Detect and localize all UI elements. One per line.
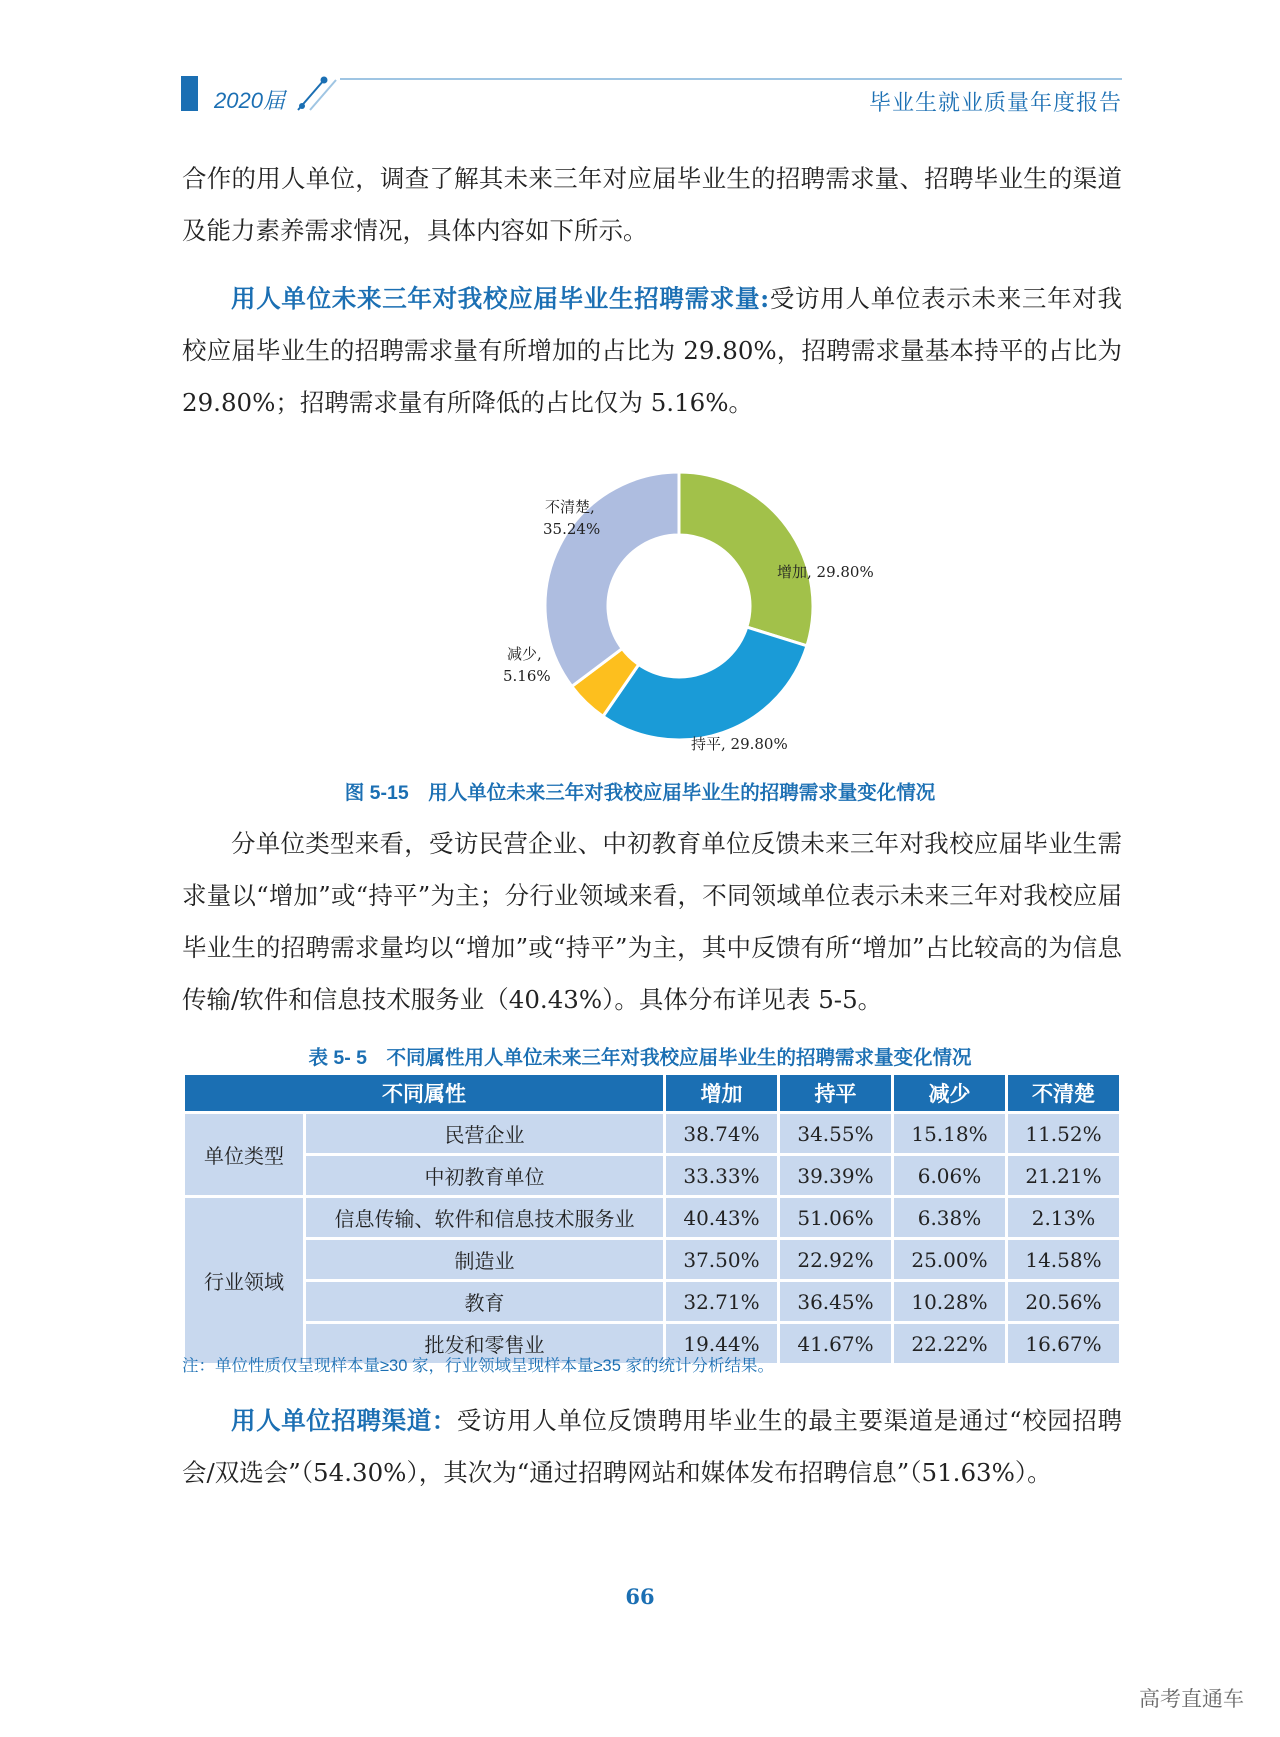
- figure-caption: 图 5-15 用人单位未来三年对我校应届毕业生的招聘需求量变化情况: [344, 782, 936, 804]
- channel-text: 受访用人单位反馈聘用毕业生的最主要渠道是通过“校园招聘会/双选会”（54.30%），其次为“通过招聘网站和媒体发布招聘信息”（51.63%）。: [182, 1406, 1123, 1487]
- watermark: 高考直通车: [1139, 1688, 1244, 1711]
- table-row: [185, 1114, 1119, 1153]
- cell: 40.43%: [666, 1198, 777, 1237]
- cell: 32.71%: [666, 1282, 777, 1321]
- cell: 22.22%: [894, 1324, 1005, 1363]
- demand-text: 受访用人单位表示未来三年对我校应届毕业生的招聘需求量有所增加的占比为 29.80%，招聘需求量基本持平的占比为 29.80%；招聘需求量有所降低的占比仅为 5.16%。: [182, 284, 1122, 417]
- col-header-increase: 增加: [666, 1075, 777, 1111]
- row-label: 民营企业: [306, 1114, 663, 1153]
- table-caption: 表 5- 5 不同属性用人单位未来三年对我校应届毕业生的招聘需求量变化情况: [308, 1047, 972, 1069]
- table-header-row: [185, 1075, 1119, 1111]
- cell: 39.39%: [780, 1156, 891, 1195]
- group-unit-type: 单位类型: [185, 1114, 303, 1195]
- cell: 2.13%: [1008, 1198, 1119, 1237]
- row-label: 信息传输、软件和信息技术服务业: [306, 1198, 663, 1237]
- table-note: 注：单位性质仅呈现样本量≥30 家，行业领域呈现样本量≥35 家的统计分析结果。: [182, 1357, 774, 1375]
- row-label: 批发和零售业: [306, 1324, 663, 1363]
- cell: 6.38%: [894, 1198, 1005, 1237]
- cell: 33.33%: [666, 1156, 777, 1195]
- cell: 14.58%: [1008, 1240, 1119, 1279]
- channel-paragraph: [182, 1395, 1122, 1499]
- col-header-attribute: 不同属性: [185, 1075, 663, 1111]
- header-accent-bar: [181, 76, 198, 111]
- header-year: 2020届: [214, 88, 285, 113]
- header-title: 毕业生就业质量年度报告: [868, 90, 1122, 115]
- page-number: 66: [625, 1584, 655, 1609]
- col-header-decrease: 减少: [894, 1075, 1005, 1111]
- cell: 10.28%: [894, 1282, 1005, 1321]
- demand-paragraph: [182, 273, 1122, 429]
- cell: 19.44%: [666, 1324, 777, 1363]
- channel-lead: 用人单位招聘渠道：: [231, 1406, 457, 1435]
- label-unclear-name: 不清楚,: [545, 498, 595, 516]
- cell: 25.00%: [894, 1240, 1005, 1279]
- row-label: 教育: [306, 1282, 663, 1321]
- row-label: 制造业: [306, 1240, 663, 1279]
- header-rule: [340, 78, 1122, 80]
- demand-table: [182, 1072, 1122, 1366]
- demand-lead: 用人单位未来三年对我校应届毕业生招聘需求量:: [231, 284, 770, 313]
- label-decrease-name: 减少,: [507, 645, 542, 663]
- row-label: 中初教育单位: [306, 1156, 663, 1195]
- label-decrease-value: 5.16%: [503, 667, 551, 685]
- header-decoration-icon: [296, 74, 346, 114]
- table-row: [185, 1198, 1119, 1237]
- cell: 34.55%: [780, 1114, 891, 1153]
- table-row: [185, 1240, 1119, 1279]
- label-unclear-value: 35.24%: [543, 520, 601, 538]
- cell: 20.56%: [1008, 1282, 1119, 1321]
- cell: 41.67%: [780, 1324, 891, 1363]
- cell: 6.06%: [894, 1156, 1005, 1195]
- slice-increase: [679, 472, 813, 646]
- table-row: [185, 1282, 1119, 1321]
- col-header-unclear: 不清楚: [1008, 1075, 1119, 1111]
- label-flat: 持平, 29.80%: [691, 735, 788, 753]
- cell: 37.50%: [666, 1240, 777, 1279]
- cell: 22.92%: [780, 1240, 891, 1279]
- intro-paragraph: 合作的用人单位，调查了解其未来三年对应届毕业生的招聘需求量、招聘毕业生的渠道及能力素养需求情况，具体内容如下所示。: [182, 164, 1122, 245]
- cell: 36.45%: [780, 1282, 891, 1321]
- table-row: [185, 1156, 1119, 1195]
- demand-donut-chart: [495, 452, 895, 762]
- cell: 15.18%: [894, 1114, 1005, 1153]
- col-header-flat: 持平: [780, 1075, 891, 1111]
- slice-flat: [603, 627, 807, 740]
- cell: 38.74%: [666, 1114, 777, 1153]
- group-industry: 行业领域: [185, 1198, 303, 1363]
- analysis-paragraph: 分单位类型来看，受访民营企业、中初教育单位反馈未来三年对我校应届毕业生需求量以“增加”或“持平”为主；分行业领域来看，不同领域单位表示未来三年对我校应届毕业生的招聘需求量均以“增加”或“持平”为主，其中反馈有所“增加”占比较高的为信息传输/软件和信息技术服务业（40.43%）。具体分布详见表 5-5。: [182, 829, 1122, 1014]
- cell: 51.06%: [780, 1198, 891, 1237]
- cell: 21.21%: [1008, 1156, 1119, 1195]
- cell: 16.67%: [1008, 1324, 1119, 1363]
- cell: 11.52%: [1008, 1114, 1119, 1153]
- label-increase: 增加, 29.80%: [777, 563, 874, 581]
